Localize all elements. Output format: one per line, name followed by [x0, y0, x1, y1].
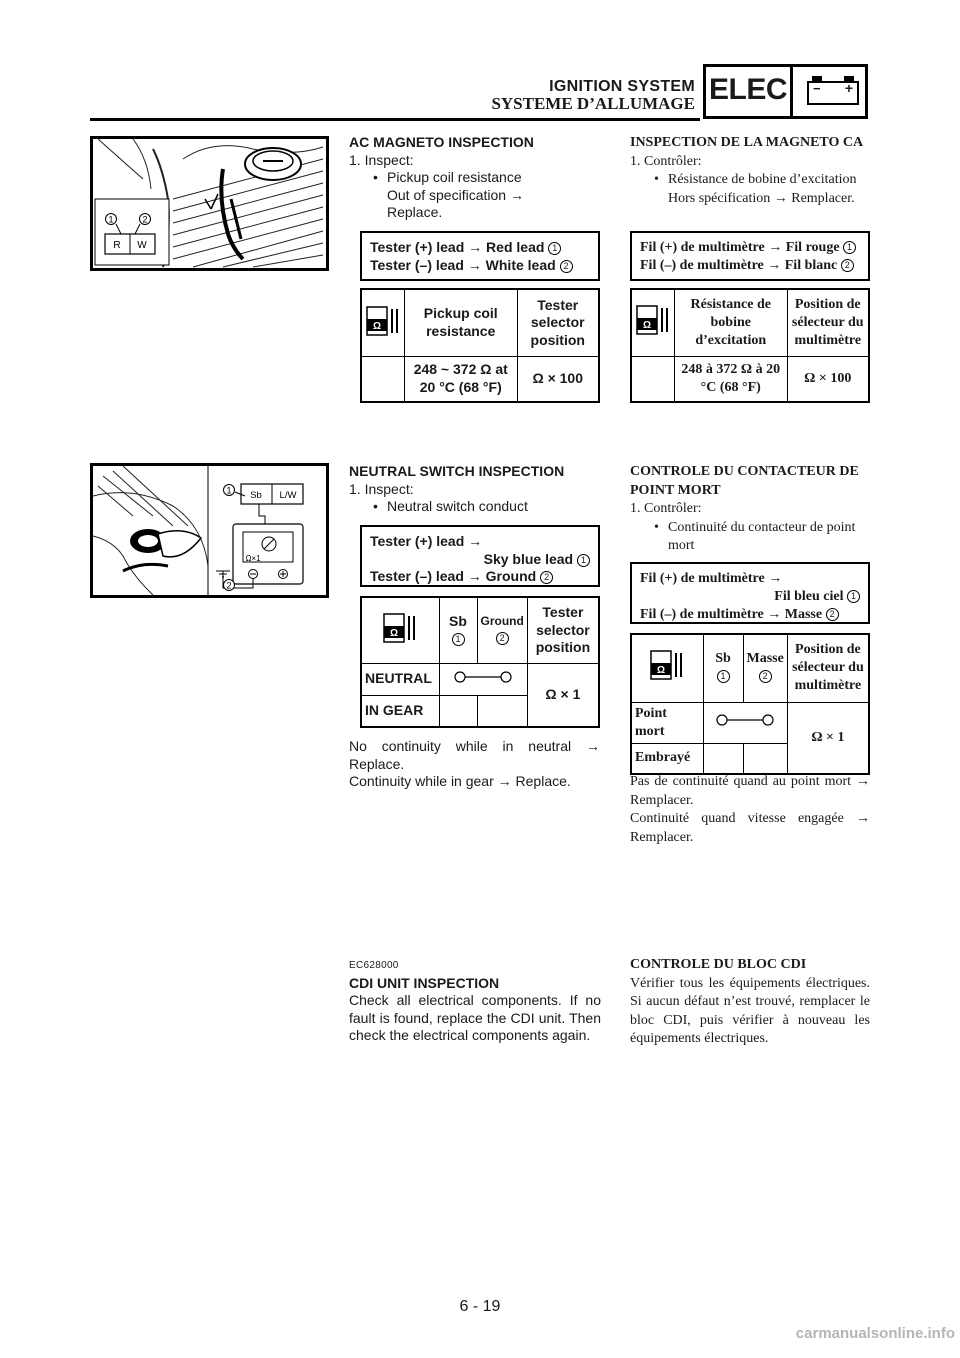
magneto-bullet-fr: • Résistance de bobine d’excitation: [654, 172, 857, 187]
selector-value-en: Ω × 1: [527, 663, 599, 727]
neutral-text-en: [349, 463, 604, 516]
col-sb-fr: Sb 1: [703, 634, 743, 702]
magneto-text-en: [349, 134, 604, 222]
multimeter-icon: [361, 289, 405, 356]
multimeter-icon: [631, 289, 675, 356]
fig2-conn-lw: L/W: [279, 490, 297, 501]
neutral-bullet-en: • Neutral switch conduct: [373, 498, 528, 514]
magneto-replace-en: Replace.: [387, 204, 443, 220]
magneto-spec-table-fr: [630, 288, 870, 403]
value-selector-fr: Ω × 100: [787, 356, 869, 402]
cdi-body-en: Check all electrical components. If no fault is found, replace the CDI unit. Then check the electrical components again.: [349, 992, 601, 1043]
section-title-en: IGNITION SYSTEM: [549, 78, 695, 95]
section-title-fr: SYSTEME D’ALLUMAGE: [491, 94, 695, 113]
multimeter-icon: [631, 634, 703, 702]
fig1-wire-w: W: [137, 240, 147, 251]
neutral-step-en: 1. Inspect:: [349, 480, 414, 497]
magneto-leads-en: Tester (+) lead → Red lead 1 Tester (–) lead → White lead 2: [360, 231, 600, 281]
cdi-text-en: [349, 957, 601, 1045]
magneto-leads-fr: Fil (+) de multimètre → Fil rouge 1 Fil (–) de multimètre → Fil blanc 2: [630, 231, 870, 281]
battery-plus: +: [844, 80, 853, 96]
value-resistance-en: 248 ~ 372 Ω at 20 °C (68 °F): [405, 356, 518, 402]
cdi-code: EC628000: [349, 960, 399, 971]
row-neutral-en: NEUTRAL: [361, 663, 439, 695]
neutral-notes-fr: [630, 773, 870, 847]
neutral-notes-en: [349, 738, 600, 791]
neutral-leads-en: Tester (+) lead → Sky blue lead 1 Tester (–) lead → Ground 2: [360, 525, 600, 587]
svg-text:Ω: Ω: [372, 320, 382, 332]
neutral-switch-illustration: [90, 463, 329, 598]
neutral-spec-table-fr: [630, 633, 870, 775]
magneto-step-fr: 1. Contrôler:: [630, 153, 702, 169]
battery-icon: [807, 81, 859, 105]
magneto-heading-fr: INSPECTION DE LA MAGNETO CA: [630, 135, 864, 150]
fig1-label-1: 1: [108, 214, 114, 225]
fig1-wire-r: R: [113, 240, 121, 251]
continuity-symbol: [439, 663, 527, 695]
neutral-bullet-fr: • Continuité du contacteur de point mort: [654, 519, 856, 553]
col-ground-fr: Masse 2: [743, 634, 787, 702]
col-selector-en: Tester selector position: [527, 597, 599, 663]
svg-text:Ω: Ω: [390, 628, 399, 639]
magneto-spec-note-fr: Hors spécification → Remplacer.: [668, 190, 855, 206]
battery-minus: −: [813, 81, 821, 96]
neutral-leads-fr: Fil (+) de multimètre → Fil bleu ciel 1 Fil (–) de multimètre → Masse 2: [630, 562, 870, 624]
magneto-spec-table-en: [360, 288, 600, 403]
magneto-illustration: [90, 136, 329, 271]
neutral-switch-drawing: [93, 466, 326, 595]
row-gear-en: IN GEAR: [361, 695, 439, 727]
multimeter-icon: [361, 597, 439, 663]
col-resistance-en: Pickup coil resistance: [405, 289, 518, 356]
magneto-text-fr: [630, 134, 870, 208]
col-selector-fr: Position de sélecteur du multimètre: [787, 634, 869, 702]
watermark: carmanualsonline.info: [795, 1325, 955, 1342]
col-selector-en: Tester selector position: [517, 289, 599, 356]
neutral-note1-fr: Pas de continuité quand au point mort → Remplacer.: [630, 774, 870, 808]
fig2-label-1: 1: [226, 485, 232, 496]
neutral-step-fr: 1. Contrôler:: [630, 501, 702, 516]
continuity-symbol: [703, 702, 787, 743]
badge-divider: [790, 67, 793, 116]
value-resistance-fr: 248 à 372 Ω à 20 °C (68 °F): [675, 356, 788, 402]
selector-value-fr: Ω × 1: [787, 702, 869, 774]
svg-text:Ω: Ω: [642, 319, 652, 331]
magneto-heading-en: AC MAGNETO INSPECTION: [349, 134, 534, 150]
cdi-body-fr: Vérifier tous les équipements électriques. Si aucun défaut n’est trouvé, remplacer le bloc CDI, puis vérifier à nouveau les équipements électriques.: [630, 975, 870, 1046]
magneto-drawing: [93, 139, 326, 268]
svg-text:Ω: Ω: [657, 665, 666, 677]
neutral-heading-en: NEUTRAL SWITCH INSPECTION: [349, 463, 565, 479]
magneto-bullet-en: • Pickup coil resistance: [373, 169, 522, 185]
row-gear-fr: Embrayé: [631, 743, 703, 774]
col-resistance-fr: Résistance de bobine d’excitation: [675, 289, 788, 356]
header-rule: [90, 118, 700, 121]
fig2-meter-range: Ω×1: [245, 554, 261, 563]
neutral-text-fr: [630, 463, 870, 556]
cdi-text-fr: [630, 956, 870, 1049]
chapter-label: ELEC: [708, 73, 787, 106]
cdi-heading-en: CDI UNIT INSPECTION: [349, 974, 500, 991]
cdi-heading-fr: CONTROLE DU BLOC CDI: [630, 957, 807, 972]
page-number: 6 - 19: [459, 1298, 501, 1315]
magneto-spec-note-en: Out of specification →: [387, 186, 524, 203]
col-sb-en: Sb 1: [439, 597, 477, 663]
row-neutral-fr: Point mort: [631, 702, 703, 743]
neutral-heading-fr: CONTROLE DU CONTACTEUR DE POINT MORT: [630, 464, 859, 498]
neutral-note2-fr: Continuité quand vitesse engagée → Remplacer.: [630, 811, 870, 845]
magneto-step-en: 1. Inspect:: [349, 151, 414, 168]
neutral-note2-en: Continuity while in gear → Replace.: [349, 773, 571, 789]
fig1-label-2: 2: [142, 214, 148, 225]
value-selector-en: Ω × 100: [517, 356, 599, 402]
col-ground-en: Ground 2: [477, 597, 527, 663]
fig2-conn-sb: Sb: [250, 490, 262, 501]
fig2-label-2: 2: [226, 580, 232, 591]
neutral-spec-table-en: [360, 596, 600, 728]
col-selector-fr: Position de sélecteur du multimètre: [787, 289, 869, 356]
neutral-note1-en: No continuity while in neutral → Replace.: [349, 738, 600, 772]
chapter-badge: [703, 64, 868, 119]
